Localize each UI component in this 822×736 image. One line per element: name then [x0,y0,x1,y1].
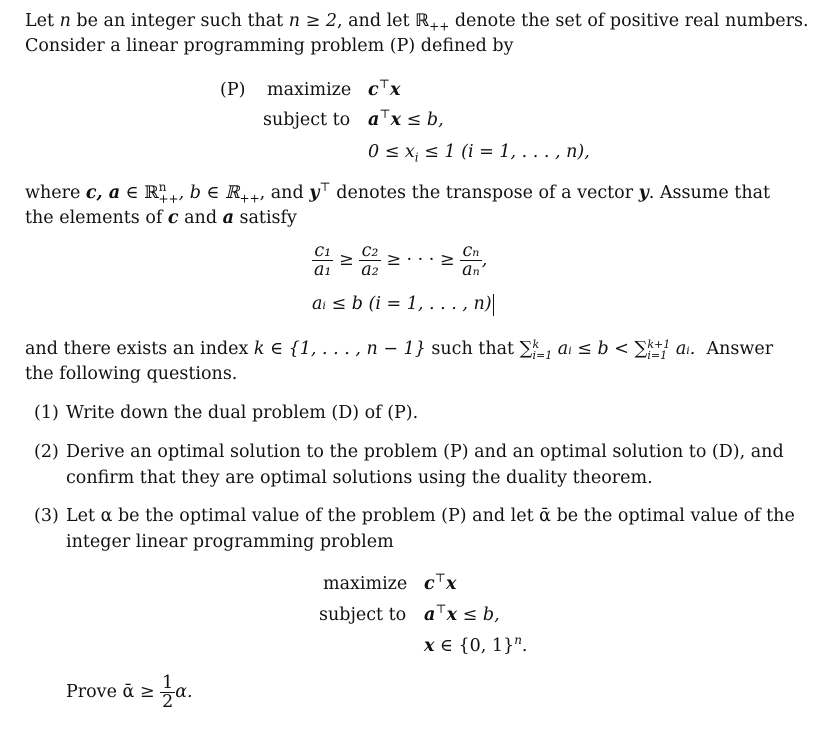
text: denote the set of positive real numbers. [449,11,809,31]
text: ∈ {0, 1} [434,636,515,656]
text: Prove ᾱ ≥ [66,682,161,702]
vec-x: x [445,574,457,594]
vec-c: c [167,208,179,228]
superscript: n [158,180,167,195]
vec-y: y [309,183,320,203]
var-n: n [59,11,71,31]
subscript: i [414,150,419,165]
superscript: k [532,337,540,351]
text: satisfy [233,208,297,228]
sum-symbol: ∑ [519,338,533,359]
text-cursor [493,294,494,316]
text: Let [25,11,60,31]
text: aᵢ ≤ b < [552,339,635,359]
question-label: (2) [34,442,59,462]
problem-p-objective: c⊤x [368,77,401,100]
exists-line-1 [25,337,773,361]
problem-p-maximize: maximize [267,80,352,100]
fraction-n: $\frac{\text{cₙ}}{\text{aₙ}}$ [462,241,480,280]
text: aᵢ. [670,339,696,359]
rhs: ≤ b, [401,110,444,130]
problem-p-subject-to: subject to [263,110,351,130]
vec-a: a [222,208,234,228]
text: . Assume that [648,183,771,203]
text: ≤ 1 (i = 1, . . . , n), [418,142,590,162]
question-text: Derive an optimal solution to the problem (P) and an optimal solution to (D), and [66,442,784,462]
problem-p-constraint-2 [368,140,590,164]
fraction-1: $\frac{\text{c₁}}{\text{a₁}}$ [314,241,332,280]
superscript: n [514,633,522,648]
sum-symbol: ∑ [634,338,648,359]
text: aᵢ ≤ b (i = 1, . . . , n) [312,294,492,314]
question-text: Let α be the optimal value of the problem (P) and let ᾱ be the optimal value of the [66,506,795,526]
vec-x: x [389,80,401,100]
where-line-2 [25,206,297,230]
vec-x: x [390,110,402,130]
bound-line [312,292,494,316]
text: and there exists an index [25,339,254,359]
text: , and let [336,11,416,31]
ilp-maximize: maximize [323,574,408,594]
text: be an integer such that [70,11,289,31]
vec-a: a [368,110,380,130]
text: 0 ≤ x [368,142,415,162]
question-text: integer linear programming problem [66,532,394,552]
text: ∈ ℝ [120,183,159,203]
intro-line-2: Consider a linear programming problem (P) defined by [25,36,514,56]
text: denotes the transpose of a vector [330,183,639,203]
ratio-chain [312,242,487,279]
text: α. [175,682,193,702]
vectors: c, a [85,183,121,203]
subscript: ++ [429,19,450,34]
vec-a: a [424,605,436,625]
subscript: ++ [239,191,260,206]
text: the elements of [25,208,168,228]
text: Answer [695,339,774,359]
text: , b ∈ ℝ [178,183,240,203]
index-k: k ∈ {1, . . . , n − 1} [253,339,426,359]
ilp-constraint-1: a⊤x ≤ b, [424,602,500,625]
text: where [25,183,86,203]
where-line-1: where c, a ∈ ℝ$^n_{++}$, b ∈ ℝ$_{++}$, and y⊤ denotes the transpose of a vector y. Assume that [25,180,771,206]
vec-x: x [446,605,458,625]
ilp-constraint-2 [424,634,528,658]
question-text: Write down the dual problem (D) of (P). [66,403,419,423]
vec-y: y [638,183,649,203]
ilp-subject-to: subject to [319,605,407,625]
ilp-objective: c⊤x [424,571,457,594]
subscript: i=1 [532,348,553,362]
prove-statement [66,674,193,711]
vec-c: c [368,80,379,100]
subscript: i=1 [647,348,668,362]
geq: ≥ [339,250,354,270]
text: and [178,208,223,228]
exists-line-2: the following questions. [25,364,238,384]
problem-p-label: (P) [220,80,246,100]
text: , and [259,183,310,203]
text: such that [425,339,520,359]
question-text: confirm that they are optimal solutions using the duality theorem. [66,468,653,488]
problem-p-constraint-1: a⊤x ≤ b, [368,107,444,130]
intro-line-1 [25,9,809,33]
reals-symbol: ℝ [415,11,430,31]
half-fraction: $\frac{1}{2}$ [162,673,174,712]
superscript: k+1 [647,337,671,351]
inequality: n ≥ 2 [288,11,337,31]
question-label: (3) [34,506,59,526]
vec-c: c [424,574,435,594]
fraction-2: $\frac{\text{c₂}}{\text{a₂}}$ [361,241,379,280]
question-label: (1) [34,403,59,423]
subscript: ++ [158,191,179,206]
text: . [521,636,528,656]
geq-dots: ≥ · · · ≥ [386,250,455,270]
vec-x: x [424,636,435,656]
comma: , [481,250,488,270]
rhs: ≤ b, [457,605,500,625]
